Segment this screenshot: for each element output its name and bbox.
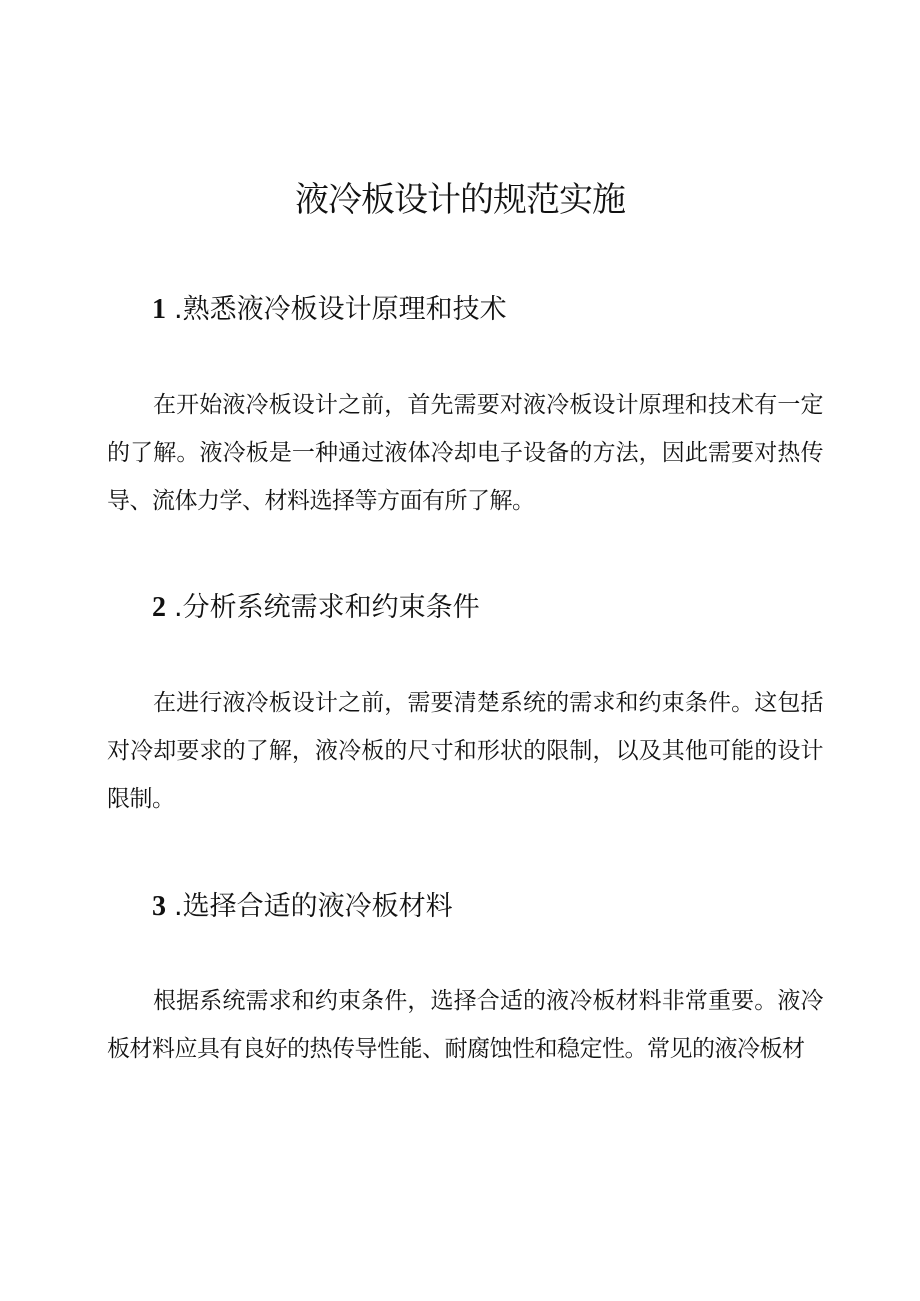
section-3-paragraph: 根据系统需求和约束条件，选择合适的液冷板材料非常重要。液冷板材料应具有良好的热传导性能、耐腐蚀性和稳定性。常见的液冷板材 <box>107 988 823 1062</box>
section-2-title: .分析系统需求和约束条件 <box>174 592 480 623</box>
section-1-number: 1 <box>152 294 166 325</box>
document-title: 液冷板设计的规范实施 <box>295 180 625 220</box>
section-1-heading <box>152 292 507 328</box>
section-3-number: 3 <box>152 891 166 922</box>
section-2-heading <box>152 590 480 626</box>
section-2-number: 2 <box>152 592 166 623</box>
section-1-title: .熟悉液冷板设计原理和技术 <box>174 294 507 325</box>
section-3-heading <box>152 889 453 925</box>
section-3-title: .选择合适的液冷板材料 <box>174 891 453 922</box>
section-1-paragraph: 在开始液冷板设计之前，首先需要对液冷板设计原理和技术有一定的了解。液冷板是一种通过液体冷却电子设备的方法，因此需要对热传导、流体力学、材料选择等方面有所了解。 <box>107 392 823 514</box>
section-2-paragraph: 在进行液冷板设计之前，需要清楚系统的需求和约束条件。这包括对冷却要求的了解，液冷板的尺寸和形状的限制，以及其他可能的设计限制。 <box>107 690 823 812</box>
